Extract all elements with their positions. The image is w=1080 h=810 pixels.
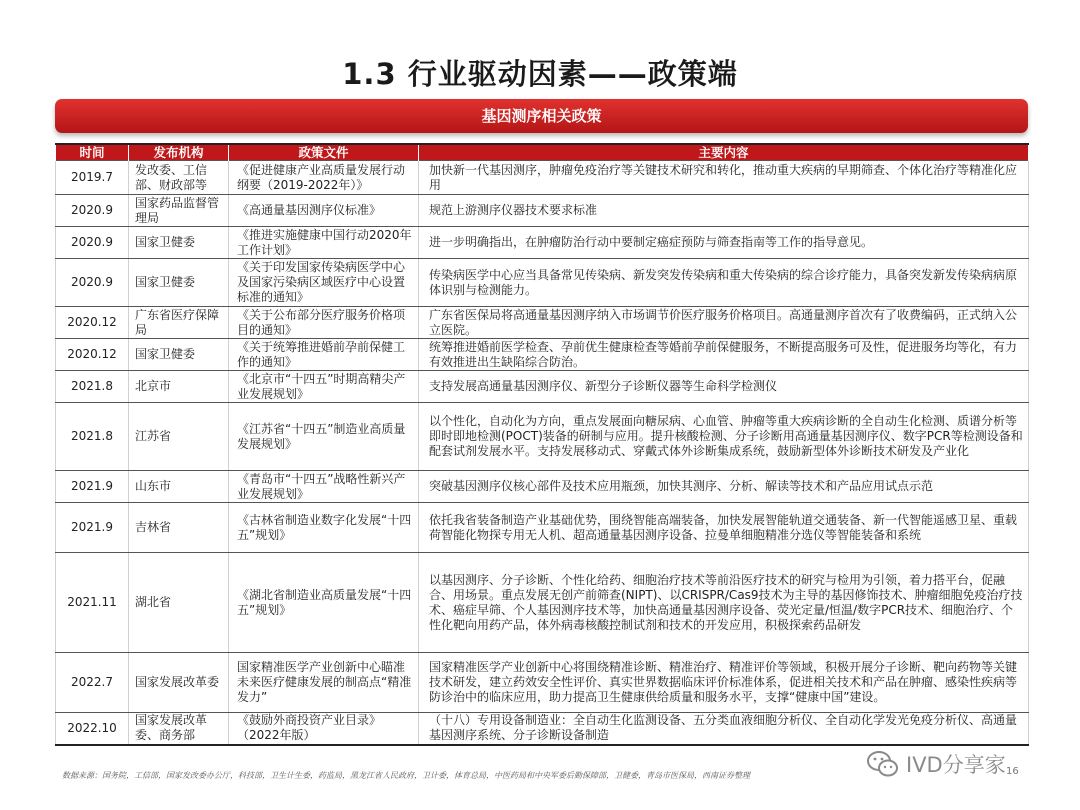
row-org: 国家卫健委 [129,259,229,307]
row-content: 以个性化，自动化为方向，重点发展面向糖尿病、心血管、肿瘤等重大疾病诊断的全自动生化检测、质谱分析等即时即地检测(POCT)装备的研制与应用。提升核酸检测、分子诊断用高通量基因测序仪、数字PCR等检测设备和配套试剂发展水平。支持发展移动式、穿戴式体外诊断集成系统，鼓励新型体外诊断技术研发及产业化 [419,403,1029,471]
row-content: 国家精准医学产业创新中心将围绕精准诊断、精准治疗、精准评价等领域，积极开展分子诊断、靶向药物等关键技术研发，建立药效安全性评价、真实世界数据临床评价标准体系，促进相关技术和产品在肿瘤、感染性疾病等防诊治中的临床应用，助力提高卫生健康供给质量和服务水平，支撑“健康中国”建设。 [419,653,1029,713]
row-org: 国家卫健委 [129,227,229,259]
row-content: 以基因测序、分子诊断、个性化给药、细胞治疗技术等前沿医疗技术的研究与检用为引领，着力搭平台，促融合、用场景。重点发展无创产前筛查(NIPT)、以CRISPR/Cas9技术为主导的基因修饰技术、肿瘤细胞免疫治疗技术、癌症早筛、个人基因测序技术等，加快高通量基因测序设备、荧光定量/恒温/数字PCR技术、细胞治疗、个性化靶向用药产品，体外病毒核酸控制试剂和技术的开发应用，积极探索药品研发 [419,553,1029,653]
row-content: 传染病医学中心应当具备常见传染病、新发突发传染病和重大传染病的综合诊疗能力，具备突发新发传染病病原体识别与检测能力。 [419,259,1029,307]
row-doc: 《青岛市“十四五”战略性新兴产业发展规划》 [229,471,419,503]
table-row [56,503,1029,553]
row-org: 北京市 [129,371,229,403]
row-org: 国家发展改革委 [129,653,229,713]
row-date: 2019.7 [56,161,129,195]
table-row [56,371,1029,403]
policy-table [55,143,1029,746]
row-doc: 《高通量基因测序仪标准》 [229,195,419,227]
row-content: 突破基因测序仪核心部件及技术应用瓶颈，加快其测序、分析、解读等技术和产品应用试点示范 [419,471,1029,503]
row-content: 广东省医保局将高通量基因测序纳入市场调节价医疗服务价格项目。高通量测序首次有了收费编码，正式纳入公立医院。 [419,307,1029,339]
table-row [56,653,1029,713]
row-content: 依托我省装备制造产业基础优势，围绕智能高端装备，加快发展智能轨道交通装备、新一代智能遥感卫星、重载荷智能化物探专用无人机、超高通量基因测序设备、拉曼单细胞精准分选仪等智能装备和系统 [419,503,1029,553]
table-row [56,259,1029,307]
row-date: 2022.7 [56,653,129,713]
row-date: 2021.8 [56,403,129,471]
header-doc: 政策文件 [229,144,419,161]
row-doc: 《湖北省制造业高质量发展“十四五”规划》 [229,553,419,653]
row-date: 2021.9 [56,503,129,553]
row-org: 国家卫健委 [129,339,229,371]
row-date: 2020.9 [56,195,129,227]
header-org: 发布机构 [129,144,229,161]
table-row [56,553,1029,653]
row-doc: 《关于统筹推进婚前孕前保健工作的通知》 [229,339,419,371]
row-date: 2021.9 [56,471,129,503]
row-date: 2020.12 [56,307,129,339]
page-number: 16 [1006,766,1019,777]
row-org: 发改委、工信部、财政部等 [129,161,229,195]
row-content: 支持发展高通量基因测序仪、新型分子诊断仪器等生命科学检测仪 [419,371,1029,403]
table-row [56,471,1029,503]
row-doc: 《北京市“十四五”时期高精尖产业发展规划》 [229,371,419,403]
header-content: 主要内容 [419,144,1029,161]
row-date: 2021.8 [56,371,129,403]
section-banner: 基因测序相关政策 [55,99,1028,133]
row-content: （十八）专用设备制造业：全自动生化监测设备、五分类血液细胞分析仪、全自动化学发光免疫分析仪、高通量基因测序系统、分子诊断设备制造 [419,713,1029,745]
row-doc: 《关于印发国家传染病医学中心及国家污染病区域医疗中心设置标准的通知》 [229,259,419,307]
table-row [56,227,1029,259]
table-header-row [56,144,1029,161]
watermark [866,747,1006,781]
row-doc: 《鼓励外商投资产业目录》（2022年版） [229,713,419,745]
row-org: 国家药品监督管理局 [129,195,229,227]
row-doc: 《江苏省“十四五”制造业高质量发展规划》 [229,403,419,471]
row-doc: 《促进健康产业高质量发展行动纲要（2019-2022年）》 [229,161,419,195]
row-doc: 《推进实施健康中国行动2020年工作计划》 [229,227,419,259]
row-date: 2020.12 [56,339,129,371]
row-date: 2021.11 [56,553,129,653]
row-date: 2020.9 [56,259,129,307]
table-row [56,195,1029,227]
row-content: 规范上游测序仪器技术要求标准 [419,195,1029,227]
row-org: 广东省医疗保障局 [129,307,229,339]
row-content: 加快新一代基因测序，肿瘤免疫治疗等关键技术研究和转化，推动重大疾病的早期筛查、个体化治疗等精准化应用 [419,161,1029,195]
row-doc: 国家精准医学产业创新中心瞄准未来医疗健康发展的制高点“精准发力” [229,653,419,713]
row-doc: 《关于公布部分医疗服务价格项目的通知》 [229,307,419,339]
table-row [56,307,1029,339]
header-date: 时间 [56,144,129,161]
table-row [56,403,1029,471]
row-org: 国家发展改革委、商务部 [129,713,229,745]
row-content: 统筹推进婚前医学检查、孕前优生健康检查等婚前孕前保健服务，不断提高服务可及性，促进服务均等化，有力有效推进出生缺陷综合防治。 [419,339,1029,371]
row-date: 2020.9 [56,227,129,259]
table-row [56,161,1029,195]
watermark-text: IVD分享家 [906,753,1006,777]
row-org: 吉林省 [129,503,229,553]
row-date: 2022.10 [56,713,129,745]
row-org: 江苏省 [129,403,229,471]
page-title: 1.3 行业驱动因素——政策端 [342,57,738,91]
row-content: 进一步明确指出，在肿瘤防治行动中要制定癌症预防与筛查指南等工作的指导意见。 [419,227,1029,259]
wechat-icon [866,749,900,779]
table-row [56,713,1029,745]
row-org: 山东市 [129,471,229,503]
source-note: 数据来源：国务院，工信部，国家发改委办公厅，科技部，卫生计生委，药监局，黑龙江省人民政府，卫计委，体育总局，中医药局和中央军委后勤保障部，卫健委，青岛市医保局，西南证券整理 [62,771,750,780]
row-doc: 《古林省制造业数字化发展“十四五”规划》 [229,503,419,553]
table-row [56,339,1029,371]
row-org: 湖北省 [129,553,229,653]
